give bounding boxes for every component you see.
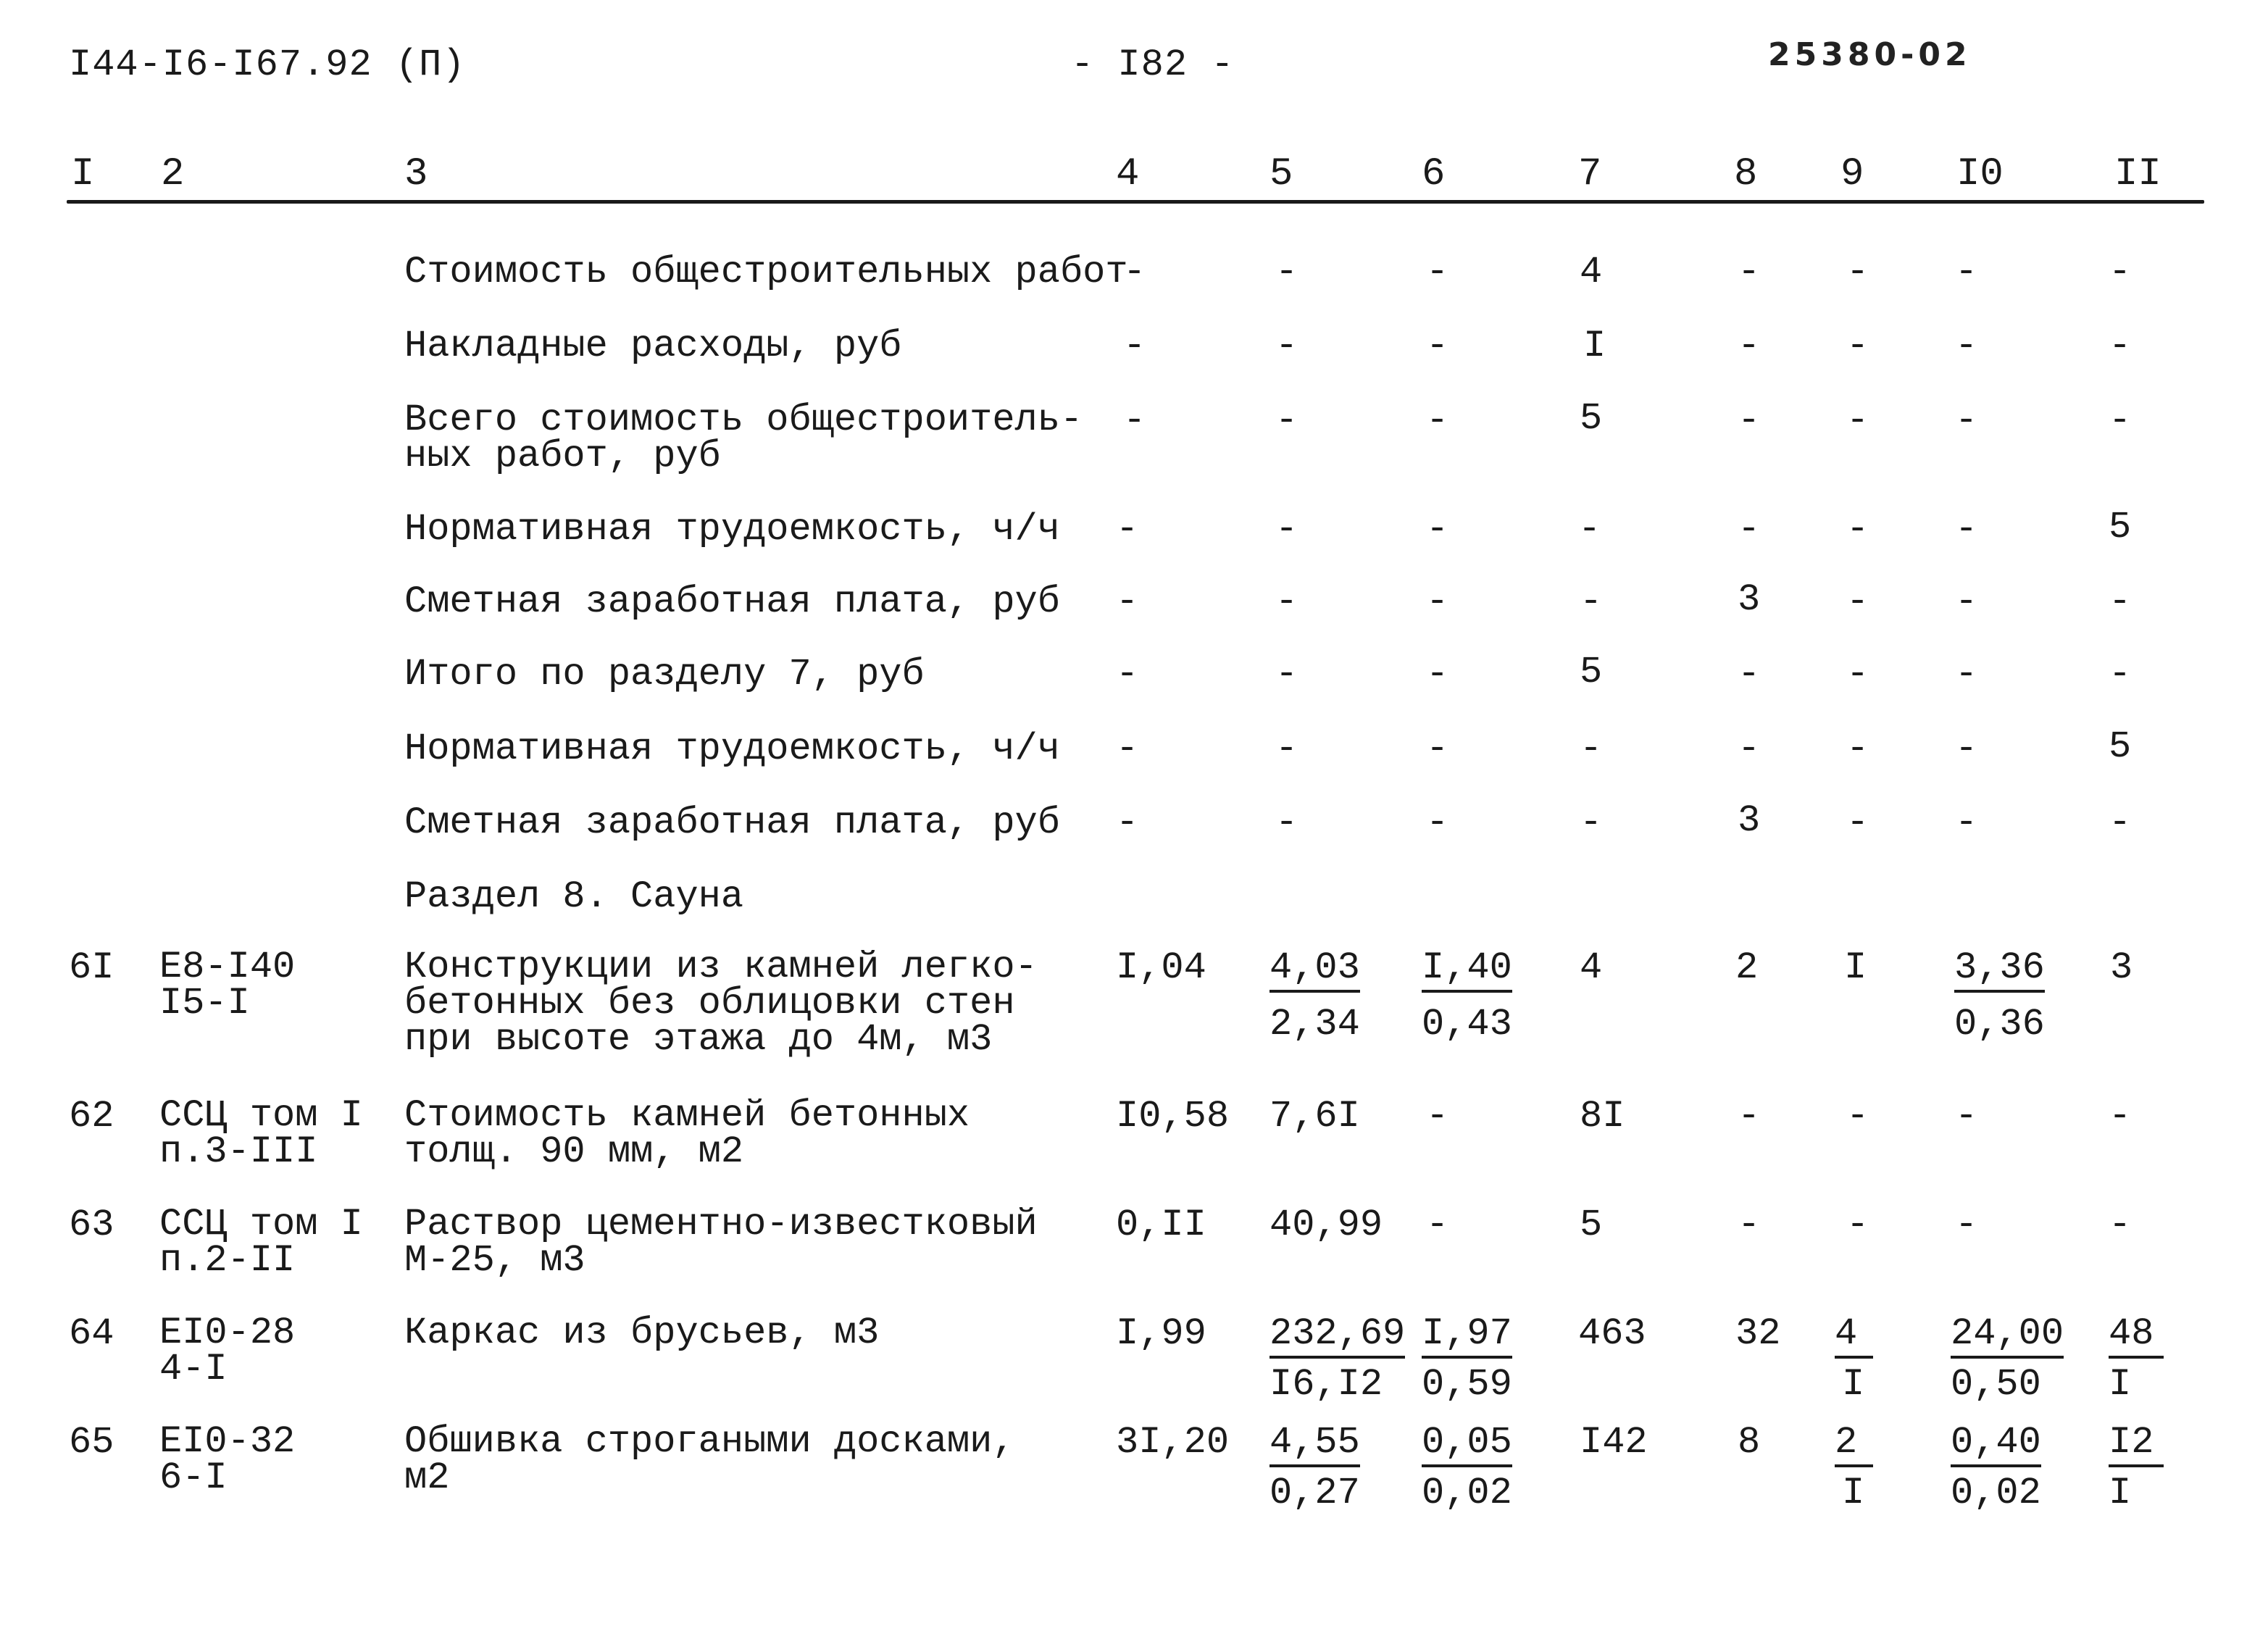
cell-c7: 463 (1578, 1312, 1646, 1355)
cell-c11: - (2109, 801, 2132, 844)
fraction-numerator: 4,55 (1270, 1424, 1360, 1467)
cell-c6: - (1426, 580, 1449, 623)
fraction-denominator: 0,43 (1422, 1003, 1512, 1046)
column-header-11: II (2114, 152, 2161, 196)
cell-c11-fraction (2109, 1312, 2164, 1406)
fraction-numerator: 4,03 (1270, 949, 1360, 993)
item-code-line1: EI0-28 (159, 1312, 296, 1354)
item-code-line1: E8-I40 (159, 946, 296, 988)
column-header-8: 8 (1734, 152, 1758, 196)
fraction-denominator: I (1842, 1472, 1865, 1514)
summary-label: Накладные расходы, руб (404, 325, 902, 367)
item-desc-line1: Стоимость камней бетонных (404, 1094, 970, 1137)
cell-c5-fraction (1270, 946, 1360, 1046)
cell-c10: - (1955, 251, 1978, 293)
cell-c7: - (1578, 508, 1601, 551)
cell-c5-fraction (1270, 1312, 1406, 1406)
fraction-numerator: I,97 (1422, 1315, 1512, 1359)
cell-c9: - (1846, 325, 1869, 367)
cell-c5: - (1275, 399, 1298, 442)
cell-c4: 0,II (1116, 1204, 1206, 1246)
fraction-denominator: 0,02 (1422, 1472, 1512, 1514)
item-code-line1: ССЦ том I (159, 1094, 363, 1137)
fraction-denominator: 0,02 (1951, 1472, 2041, 1514)
cell-c11: - (2109, 399, 2132, 442)
cell-c10: - (1955, 1204, 1978, 1246)
cell-c5-fraction (1270, 1421, 1360, 1514)
cell-c6-fraction (1422, 946, 1512, 1046)
cell-c4: - (1116, 727, 1139, 770)
cell-c8: 3 (1738, 578, 1761, 621)
cell-c9: I (1844, 946, 1867, 989)
cell-c7: 5 (1580, 1204, 1603, 1246)
summary-label: Сметная заработная плата, руб (404, 801, 1060, 844)
cell-c6: - (1426, 399, 1449, 442)
summary-label-line2: ных работ, руб (404, 435, 721, 478)
cell-c9: - (1846, 399, 1869, 442)
item-desc-line2: бетонных без облицовки стен (404, 982, 1015, 1025)
cell-c6: - (1426, 653, 1449, 696)
cell-c5: - (1275, 508, 1298, 551)
cell-c5: - (1275, 325, 1298, 367)
cell-c9: - (1846, 727, 1869, 770)
summary-label-line1: Всего стоимость общестроитель- (404, 399, 1083, 441)
cell-c10: - (1955, 801, 1978, 844)
fraction-denominator: 0,36 (1954, 1003, 2045, 1046)
column-header-2: 2 (161, 152, 185, 196)
cell-c9-fraction (1835, 1312, 1873, 1406)
summary-label: Нормативная трудоемкость, ч/ч (404, 727, 1060, 770)
cell-c11: 5 (2109, 725, 2132, 768)
column-header-10: I0 (1956, 152, 2004, 196)
cell-c8: - (1738, 727, 1761, 770)
item-code-line2: 4-I (159, 1348, 228, 1391)
cell-c7: 5 (1580, 651, 1603, 693)
cell-c9: - (1846, 580, 1869, 623)
cell-c7: 5 (1580, 397, 1603, 440)
cell-c7: 8I (1580, 1095, 1625, 1138)
cell-c6: - (1426, 1095, 1449, 1138)
fraction-denominator: I6,I2 (1270, 1363, 1383, 1406)
archive-stamp: 25380-02 (1768, 36, 1972, 73)
cell-c8: 3 (1738, 799, 1761, 842)
cell-c4: - (1116, 580, 1139, 623)
cell-c5: 7,6I (1270, 1095, 1360, 1138)
cell-c6: - (1426, 1204, 1449, 1246)
item-code-line2: I5-I (159, 982, 250, 1025)
cell-c9-fraction (1835, 1421, 1873, 1514)
cell-c10: - (1955, 580, 1978, 623)
fraction-denominator: I (2109, 1363, 2132, 1406)
cell-c11: - (2109, 1204, 2132, 1246)
cell-c10: - (1955, 653, 1978, 696)
cell-c9: - (1846, 251, 1869, 293)
cell-c8: 32 (1735, 1312, 1781, 1355)
cell-c6: - (1426, 325, 1449, 367)
cell-c5: - (1275, 801, 1298, 844)
page-number: - I82 - (1071, 43, 1235, 86)
cell-c4: - (1123, 325, 1146, 367)
cell-c7: I42 (1580, 1421, 1648, 1464)
column-header-4: 4 (1116, 152, 1140, 196)
item-code-line2: 6-I (159, 1456, 228, 1499)
summary-label: Сметная заработная плата, руб (404, 580, 1060, 623)
cell-c10: - (1955, 727, 1978, 770)
cell-c11: - (2109, 653, 2132, 696)
item-number: 62 (69, 1095, 114, 1138)
cell-c10: - (1955, 508, 1978, 551)
cell-c11: - (2109, 1095, 2132, 1138)
cell-c4: I,04 (1116, 946, 1206, 989)
item-code-line2: п.2-II (159, 1239, 296, 1282)
cell-c9: - (1846, 1204, 1869, 1246)
cell-c11-fraction (2109, 1421, 2164, 1514)
cell-c4: - (1116, 653, 1139, 696)
fraction-numerator: 2 (1835, 1424, 1873, 1467)
document-code: I44-I6-I67.92 (П) (69, 43, 466, 86)
cell-c4: - (1116, 508, 1139, 551)
fraction-numerator: 48 (2109, 1315, 2164, 1359)
cell-c10-fraction (1951, 1421, 2041, 1514)
cell-c4: - (1123, 251, 1146, 293)
cell-c9: - (1846, 508, 1869, 551)
column-header-7: 7 (1578, 152, 1602, 196)
fraction-numerator: 0,40 (1951, 1424, 2041, 1467)
cell-c5: - (1275, 653, 1298, 696)
summary-label: Нормативная трудоемкость, ч/ч (404, 508, 1060, 551)
cell-c11: - (2109, 251, 2132, 293)
item-code-line1: ССЦ том I (159, 1203, 363, 1246)
item-desc-line2: м2 (404, 1456, 450, 1499)
cell-c8: - (1738, 653, 1761, 696)
column-header-9: 9 (1840, 152, 1864, 196)
fraction-denominator: 0,27 (1270, 1472, 1360, 1514)
cell-c7: - (1580, 727, 1603, 770)
cell-c11: - (2109, 325, 2132, 367)
cell-c9: - (1846, 1095, 1869, 1138)
cell-c6: - (1426, 801, 1449, 844)
cell-c8: - (1738, 1095, 1761, 1138)
cell-c5: - (1275, 727, 1298, 770)
cell-c7: I (1583, 325, 1606, 367)
cell-c5: 40,99 (1270, 1204, 1383, 1246)
summary-label: Стоимость общестроительных работ (404, 251, 1128, 293)
cell-c8: - (1738, 508, 1761, 551)
cell-c7: 4 (1580, 251, 1603, 293)
cell-c6: - (1426, 251, 1449, 293)
fraction-numerator: 0,05 (1422, 1424, 1512, 1467)
column-header-6: 6 (1422, 152, 1446, 196)
fraction-numerator: I2 (2109, 1424, 2164, 1467)
column-header-5: 5 (1270, 152, 1293, 196)
cell-c8: - (1738, 1204, 1761, 1246)
item-number: 64 (69, 1312, 114, 1355)
cell-c4: - (1123, 399, 1146, 442)
cell-c8: - (1738, 399, 1761, 442)
cell-c10-fraction (1954, 946, 2045, 1046)
header-rule (67, 200, 2204, 204)
column-header-3: 3 (404, 152, 428, 196)
item-number: 63 (69, 1204, 114, 1246)
cell-c4: - (1116, 801, 1139, 844)
cell-c5: - (1275, 580, 1298, 623)
cell-c6-fraction (1422, 1312, 1512, 1406)
cell-c4: 3I,20 (1116, 1421, 1230, 1464)
fraction-denominator: 0,50 (1951, 1363, 2041, 1406)
cell-c10: - (1955, 325, 1978, 367)
fraction-numerator: I,40 (1422, 949, 1512, 993)
cell-c11: - (2109, 580, 2132, 623)
fraction-denominator: I (2109, 1472, 2132, 1514)
section-title: Раздел 8. Сауна (404, 875, 744, 918)
fraction-denominator: 2,34 (1270, 1003, 1360, 1046)
cell-c6-fraction (1422, 1421, 1512, 1514)
column-header-1: I (71, 152, 95, 196)
cell-c7: 4 (1580, 946, 1603, 989)
item-desc-line2: толщ. 90 мм, м2 (404, 1130, 744, 1173)
cell-c7: - (1580, 801, 1603, 844)
cell-c5: - (1275, 251, 1298, 293)
cell-c8: 2 (1735, 946, 1759, 989)
fraction-numerator: 3,36 (1954, 949, 2045, 993)
cell-c6: - (1426, 727, 1449, 770)
item-desc-line1: Каркас из брусьев, м3 (404, 1312, 880, 1354)
fraction-numerator: 4 (1835, 1315, 1873, 1359)
item-desc-line1: Конструкции из камней легко- (404, 946, 1038, 988)
cell-c11: 5 (2109, 506, 2132, 549)
cell-c4: I,99 (1116, 1312, 1206, 1355)
cell-c8: - (1738, 325, 1761, 367)
cell-c11: 3 (2110, 946, 2133, 989)
cell-c8: - (1738, 251, 1761, 293)
cell-c10: - (1955, 399, 1978, 442)
cell-c6: - (1426, 508, 1449, 551)
cell-c9: - (1846, 801, 1869, 844)
item-code-line1: EI0-32 (159, 1420, 296, 1463)
item-desc-line3: при высоте этажа до 4м, м3 (404, 1018, 993, 1061)
item-number: 65 (69, 1421, 114, 1464)
cell-c10: - (1955, 1095, 1978, 1138)
fraction-numerator: 232,69 (1270, 1315, 1405, 1359)
item-desc-line1: Раствор цементно-известковый (404, 1203, 1038, 1246)
fraction-denominator: I (1842, 1363, 1865, 1406)
item-desc-line2: М-25, м3 (404, 1239, 585, 1282)
item-number: 6I (69, 946, 114, 989)
fraction-numerator: 24,00 (1951, 1315, 2064, 1359)
summary-label: Итого по разделу 7, руб (404, 653, 925, 696)
item-code-line2: п.3-III (159, 1130, 318, 1173)
cell-c9: - (1846, 653, 1869, 696)
cell-c7: - (1580, 580, 1603, 623)
cell-c8: 8 (1738, 1421, 1761, 1464)
item-desc-line1: Обшивка строгаными досками, (404, 1420, 1015, 1463)
cell-c10-fraction (1951, 1312, 2064, 1406)
cell-c4: I0,58 (1116, 1095, 1230, 1138)
fraction-denominator: 0,59 (1422, 1363, 1512, 1406)
